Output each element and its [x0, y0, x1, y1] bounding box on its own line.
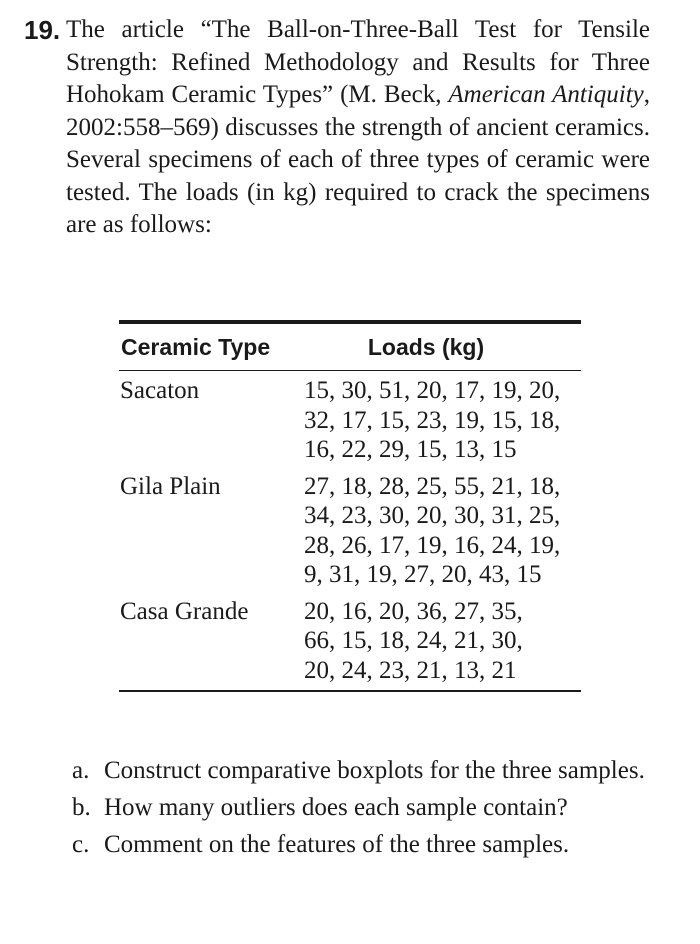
- question-part-b: [72, 792, 650, 823]
- problem-text: [66, 14, 650, 242]
- header-loads: Loads (kg): [367, 333, 485, 360]
- question-part-a: [72, 755, 650, 786]
- question-parts: [72, 755, 650, 866]
- problem-statement: [24, 14, 650, 242]
- ceramic-type-cell: Sacaton: [120, 377, 200, 404]
- loads-line: 32, 17, 15, 23, 19, 15, 18,: [304, 406, 561, 434]
- journal-title: American Antiquity: [448, 81, 644, 108]
- problem-text-part-2: , 2002:558–569) discusses the strength of ancient ceramics. Several specimens of each of three types of ceramic were tested. The loads (in kg) required to crack the specimens are as follows:: [66, 81, 650, 238]
- table-header: [119, 324, 581, 371]
- part-text: Construct comparative boxplots for the three samples.: [104, 757, 645, 784]
- loads-line: 20, 16, 20, 36, 27, 35,: [304, 597, 523, 625]
- loads-line: 9, 31, 19, 27, 20, 43, 15: [304, 561, 542, 588]
- problem-number: 19.: [24, 15, 61, 45]
- table-bottom-rule: [119, 690, 581, 692]
- loads-line: 66, 15, 18, 24, 21, 30,: [304, 627, 523, 654]
- table-row: [119, 597, 581, 686]
- question-part-c: [72, 829, 650, 860]
- loads-line: 27, 18, 28, 25, 55, 21, 18,: [304, 472, 561, 500]
- loads-line: 15, 30, 51, 20, 17, 19, 20,: [304, 377, 561, 404]
- loads-cell: [304, 376, 581, 465]
- loads-line: 20, 24, 23, 21, 13, 21: [304, 656, 517, 684]
- ceramic-type-cell: Gila Plain: [120, 472, 221, 500]
- part-label: a.: [72, 757, 90, 784]
- loads-cell: [304, 472, 581, 590]
- problem-text-part-1: The article “The Ball-on-Three-Ball Test for Tensile Strength: Refined Methodology and Results for Three Hohokam Ceramic Types” (M. Beck,: [66, 16, 650, 108]
- loads-line: 34, 23, 30, 20, 30, 31, 25,: [304, 502, 561, 529]
- loads-line: 16, 22, 29, 15, 13, 15: [304, 436, 517, 463]
- loads-table: [119, 320, 581, 692]
- part-text: How many outliers does each sample contain?: [104, 794, 568, 821]
- table-row: [119, 376, 581, 465]
- header-ceramic-type: Ceramic Type: [121, 333, 271, 360]
- part-text: Comment on the features of the three samples.: [104, 831, 570, 858]
- ceramic-type-cell: Casa Grande: [120, 597, 249, 625]
- table-row: [119, 472, 581, 590]
- loads-cell: [304, 597, 581, 686]
- part-label: b.: [72, 794, 91, 821]
- part-label: c.: [72, 831, 90, 858]
- loads-line: 28, 26, 17, 19, 16, 24, 19,: [304, 531, 561, 559]
